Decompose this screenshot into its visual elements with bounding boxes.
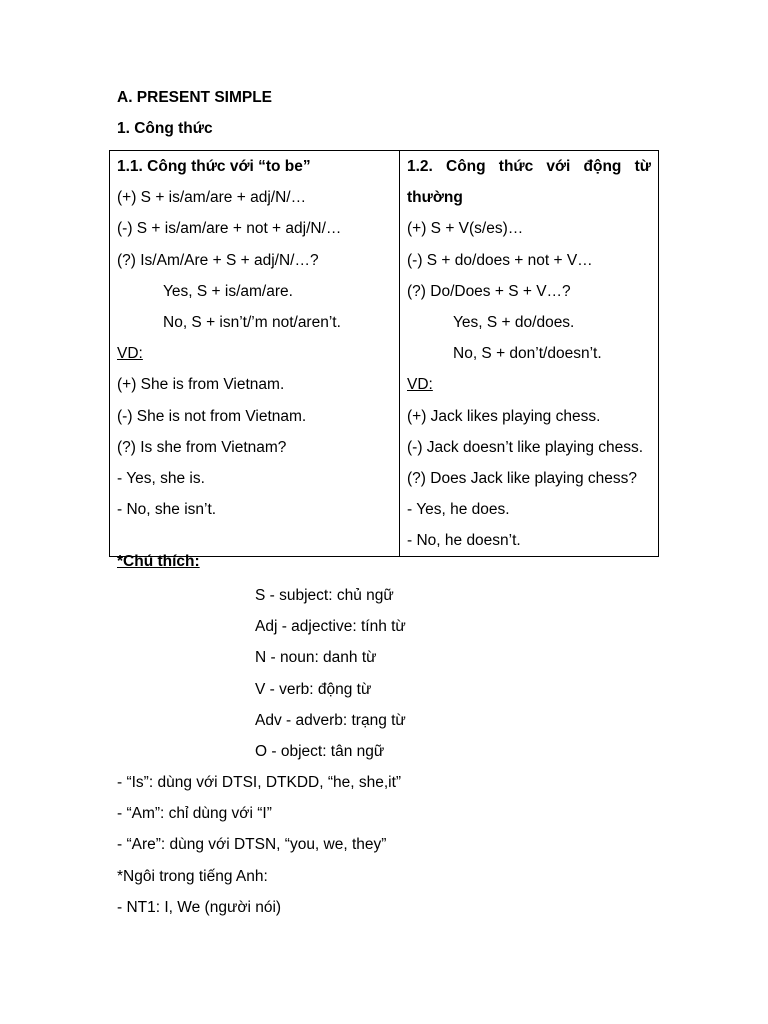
- example-line: (-) She is not from Vietnam.: [117, 407, 307, 425]
- example-line: (-) Jack doesn’t like playing chess.: [407, 438, 644, 456]
- formula-line: (?) Do/Does + S + V…?: [407, 282, 571, 300]
- ordinary-verb-heading-cont: thường: [407, 189, 463, 207]
- glossary-item: N - noun: danh từ: [255, 649, 377, 667]
- rule-line: - “Is”: dùng với DTSI, DTKDD, “he, she,it”: [117, 774, 402, 791]
- example-line: - No, she isn’t.: [117, 501, 217, 519]
- heading-word: 1.2.: [407, 158, 433, 175]
- example-label: VD:: [407, 376, 433, 394]
- heading-word: với: [546, 158, 571, 175]
- example-line: (?) Does Jack like playing chess?: [407, 469, 638, 487]
- formula-line: No, S + isn’t/’m not/aren’t.: [163, 313, 341, 331]
- example-line: - Yes, he does.: [407, 501, 510, 519]
- formula-line: (?) Is/Am/Are + S + adj/N/…?: [117, 251, 319, 269]
- example-line: (+) Jack likes playing chess.: [407, 407, 601, 425]
- glossary-item: O - object: tân ngữ: [255, 742, 385, 760]
- example-line: (?) Is she from Vietnam?: [117, 438, 287, 456]
- example-line: - Yes, she is.: [117, 469, 205, 487]
- formula-line: (-) S + is/am/are + not + adj/N/…: [117, 220, 342, 238]
- heading-word: thức: [498, 158, 534, 175]
- page-title: A. PRESENT SIMPLE: [117, 89, 273, 106]
- rule-line: - NT1: I, We (người nói): [117, 898, 282, 916]
- example-label: VD:: [117, 345, 143, 363]
- formula-line: (+) S + V(s/es)…: [407, 220, 524, 238]
- section-heading: 1. Công thức: [117, 120, 213, 137]
- glossary-item: Adv - adverb: trạng từ: [255, 711, 406, 729]
- glossary-list: [255, 580, 406, 767]
- heading-word: động: [583, 158, 622, 175]
- formula-line: (+) S + is/am/are + adj/N/…: [117, 189, 307, 207]
- glossary-item: S - subject: chủ ngữ: [255, 587, 394, 604]
- glossary-item: V - verb: động từ: [255, 680, 372, 698]
- formula-line: Yes, S + do/does.: [453, 313, 575, 331]
- glossary-item: Adj - adjective: tính từ: [255, 618, 406, 636]
- heading-word: từ: [634, 158, 651, 175]
- example-line: - No, he doesn’t.: [407, 532, 521, 550]
- rule-line: *Ngôi trong tiếng Anh:: [117, 867, 268, 885]
- example-line: (+) She is from Vietnam.: [117, 376, 285, 394]
- ordinary-verb-heading: [407, 151, 651, 182]
- formula-table: [109, 150, 659, 557]
- to-be-formula-cell: [110, 151, 400, 557]
- heading-word: Công: [446, 158, 486, 175]
- ordinary-verb-formula-cell: [400, 151, 659, 557]
- formula-line: Yes, S + is/am/are.: [163, 282, 293, 300]
- to-be-heading: 1.1. Công thức với “to be”: [117, 158, 311, 175]
- formula-line: No, S + don’t/doesn’t.: [453, 345, 602, 363]
- usage-rules: [117, 767, 401, 923]
- rule-line: - “Are”: dùng với DTSN, “you, we, they”: [117, 836, 387, 854]
- formula-line: (-) S + do/does + not + V…: [407, 251, 593, 269]
- notes-heading: *Chú thích:: [117, 553, 200, 570]
- rule-line: - “Am”: chỉ dùng với “I”: [117, 805, 272, 823]
